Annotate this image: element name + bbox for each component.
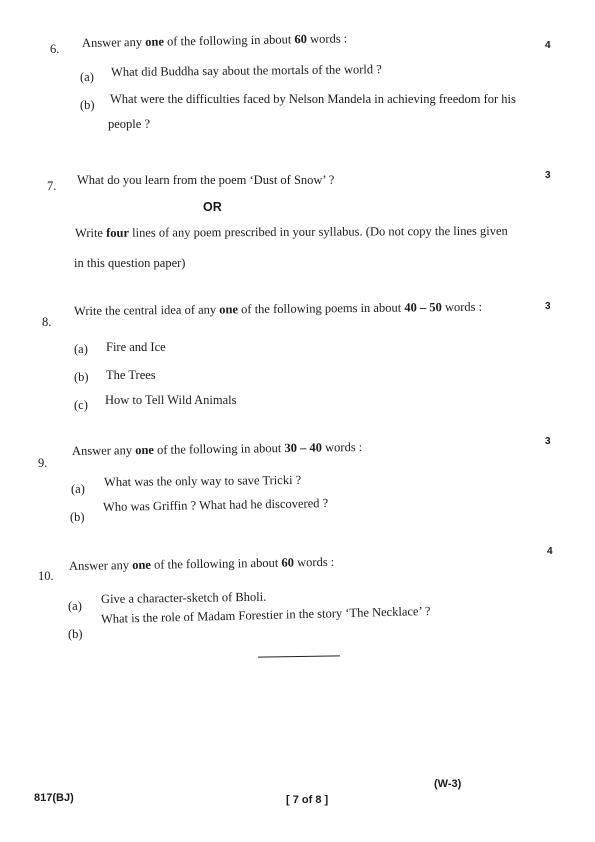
question-10-option-a-text: Give a character-sketch of Bholi.: [100, 589, 267, 606]
question-9-option-a-label: (a): [71, 482, 85, 496]
question-9-number: 9.: [38, 456, 48, 470]
question-9-stem: Answer any one of the following in about 30 – 40 words :: [71, 439, 363, 458]
question-10-option-b-label: (b): [68, 627, 83, 641]
question-7-alternative: Write four lines of any poem prescribed in your syllabus. (Do not copy the lines given: [74, 223, 508, 240]
end-of-questions-rule: [258, 655, 340, 657]
question-7-stem: What do you learn from the poem ‘Dust of Snow’ ?: [77, 173, 335, 187]
question-8-option-b-text: The Trees: [106, 368, 156, 382]
question-8-stem: Write the central idea of any one of the following poems in about 40 – 50 words :: [73, 299, 483, 318]
question-6-number: 6.: [50, 42, 60, 56]
question-10-marks: 4: [547, 546, 553, 557]
question-7-marks: 3: [545, 170, 551, 181]
question-9-marks: 3: [545, 436, 551, 447]
footer-page-number: [ 7 of 8 ]: [286, 794, 329, 806]
question-9-option-a-text: What was the only way to save Tricki ?: [103, 472, 302, 489]
question-8-option-c-label: (c): [74, 398, 88, 412]
question-6-stem: Answer any one of the following in about 60 words :: [81, 31, 348, 50]
question-8-marks: 3: [545, 301, 551, 312]
question-6-option-b-continuation: people ?: [108, 117, 150, 131]
question-10-stem: Answer any one of the following in about 60 words :: [68, 554, 335, 573]
question-6-marks: 4: [545, 40, 551, 51]
question-6-option-b-text: What were the difficulties faced by Nelson Mandela in achieving freedom for his: [110, 92, 516, 106]
question-7-alternative-continuation: in this question paper): [74, 256, 186, 270]
question-7-number: 7.: [47, 179, 57, 193]
question-8-option-b-label: (b): [74, 370, 89, 384]
question-8-number: 8.: [42, 315, 52, 329]
question-10-number: 10.: [38, 569, 54, 583]
question-10-option-b-text: What is the role of Madam Forestier in the story ‘The Necklace’ ?: [100, 603, 431, 626]
question-9-option-b-text: Who was Griffin ? What had he discovered ?: [102, 496, 329, 514]
question-8-option-a-label: (a): [74, 342, 88, 356]
question-6-option-b-label: (b): [80, 98, 95, 112]
footer-series-code: (W-3): [434, 778, 462, 790]
question-7-or-divider: OR: [203, 200, 222, 214]
question-6-option-a-text: What did Buddha say about the mortals of the world ?: [110, 62, 382, 79]
question-9-option-b-label: (b): [70, 510, 85, 524]
question-8-option-c-text: How to Tell Wild Animals: [105, 393, 237, 407]
question-10-option-a-label: (a): [68, 599, 82, 613]
footer-paper-code: 817(BJ): [34, 792, 74, 804]
question-8-option-a-text: Fire and Ice: [106, 340, 166, 354]
question-6-option-a-label: (a): [80, 70, 94, 84]
